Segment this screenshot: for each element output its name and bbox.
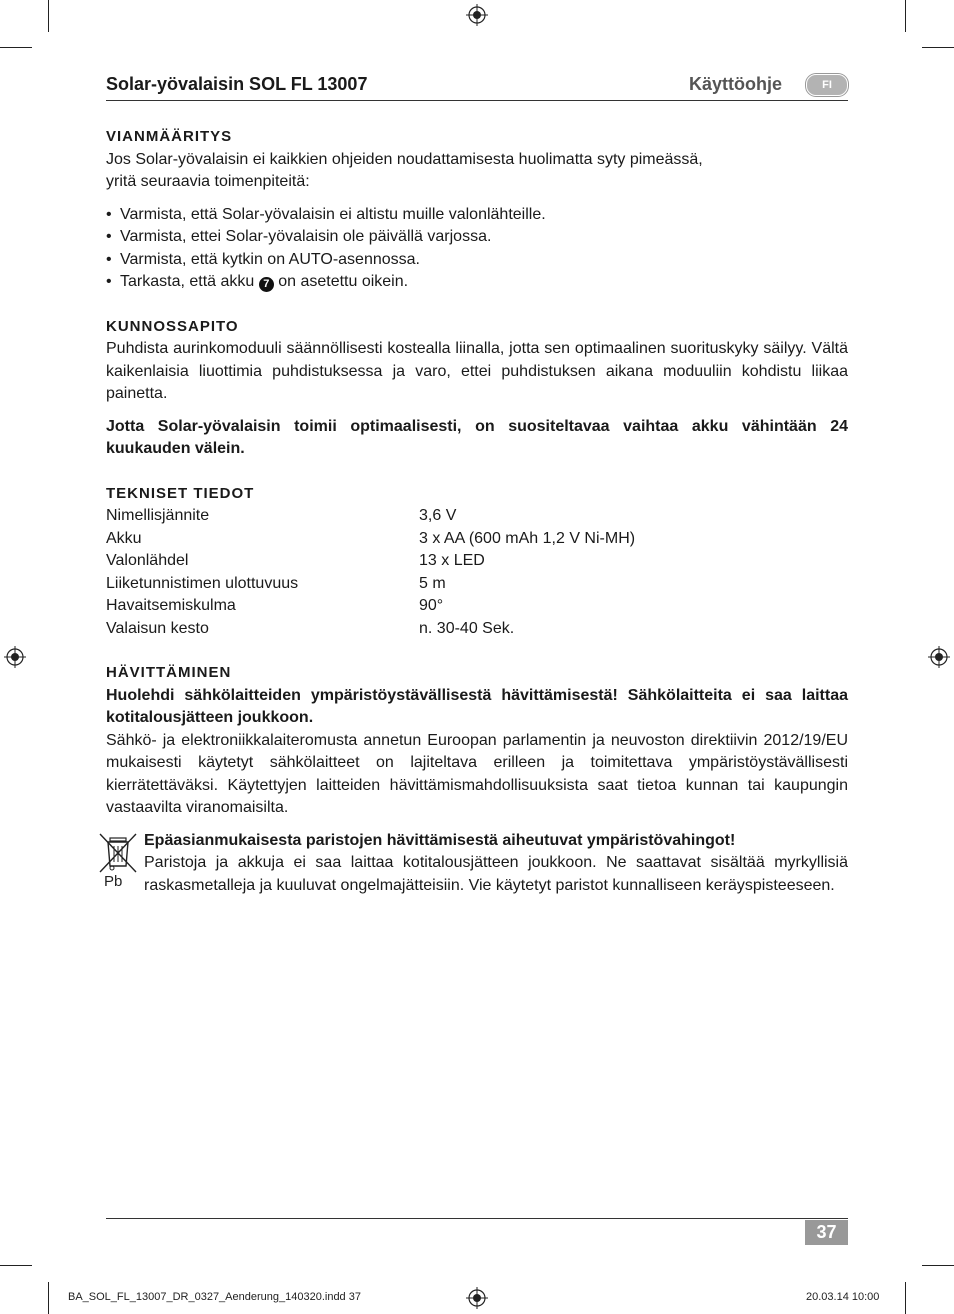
battery-disposal-block: [106, 830, 848, 898]
list-item: [106, 271, 848, 294]
language-badge: FI: [806, 74, 848, 96]
crop-mark: [905, 0, 906, 32]
page-number: 37: [805, 1220, 848, 1245]
section-title: Käyttöohje: [688, 74, 782, 94]
crop-mark: [922, 1265, 954, 1266]
registration-mark-icon: [928, 646, 950, 668]
page-header: [106, 74, 848, 101]
spec-label: Havaitsemiskulma: [106, 597, 236, 614]
slug-date: 20.03.14 10:00: [806, 1291, 880, 1303]
spec-value: 13 x LED: [419, 552, 485, 569]
maintenance-text: Puhdista aurinkomoduuli säännöllisesti kostealla liinalla, jotta sen optimaalinen suorituskyky säilyy. Vältä kaikenlaisia liuottimia puhdistuksessa ja varo, ettei puhdistuksen aikana moduuliin kohdistu liikaa painetta.: [106, 340, 848, 402]
list-item-text: on asetettu oikein.: [278, 273, 409, 290]
table-row: [106, 595, 635, 618]
registration-mark-icon: [466, 4, 488, 26]
spec-value: 5 m: [419, 574, 446, 592]
disposal-warning: Huolehdi sähkölaitteiden ympäristöystävällisestä hävittämisestä! Sähkölaitteita ei saa laittaa kotitalousjätteen joukkoon.: [106, 686, 848, 726]
battery-text: Paristoja ja akkuja ei saa laittaa kotitalousjätteen joukkoon. Ne saattavat sisältää myrkyllisiä raskasmetalleja ja kuuluvat ongelmajätteisiin. Vie käytetyt paristot kunnalliseen keräyspisteeseen.: [144, 854, 848, 894]
list-item-text: Tarkasta, että akku: [120, 273, 255, 290]
spec-label: Valaisun kesto: [106, 619, 209, 637]
crop-mark: [0, 47, 32, 48]
list-item: • Varmista, ettei Solar-yövalaisin ole päivällä varjossa.: [106, 226, 848, 249]
spec-value: 3 x AA (600 mAh 1,2 V Ni-MH): [419, 529, 636, 547]
table-row: [106, 505, 635, 528]
maintenance-heading: KUNNOSSAPITO: [106, 317, 239, 335]
main-content: [106, 126, 848, 897]
troubleshooting-heading: VIANMÄÄRITYS: [106, 128, 233, 145]
crop-mark: [922, 47, 954, 48]
spec-label: Akku: [106, 529, 142, 547]
registration-mark-icon: [4, 646, 26, 668]
specs-table: [106, 505, 635, 640]
crop-mark: [905, 1282, 906, 1314]
registration-mark-icon: [466, 1287, 488, 1309]
disposal-text: Sähkö- ja elektroniikkalaiteromusta annetun Euroopan parlamentin ja neuvoston direktiivin 2012/19/EU mukaisesti käytetyt sähkölaitteet on lajiteltava erilleen ja toimitettava ympäristöystävällisesti kierrätettäväksi. Käytettyjen laitteiden hävittämismahdollisuuksista saat tietoa kunnan tai kaupungin vastaavilta viranomaisilta.: [106, 731, 848, 816]
disposal-heading: HÄVITTÄMINEN: [106, 664, 232, 681]
maintenance-note: Jotta Solar-yövalaisin toimii optimaalisesti, on suositeltavaa vaihtaa akku vähintään 24 kuukauden välein.: [106, 417, 848, 457]
spec-value: 3,6 V: [419, 507, 457, 524]
table-row: [106, 550, 635, 573]
table-row: [106, 573, 635, 596]
crop-mark: [48, 1282, 49, 1314]
footer-divider: [106, 1218, 848, 1219]
table-row: [106, 618, 635, 641]
spec-label: Liiketunnistimen ulottuvuus: [106, 574, 299, 592]
slug-filename: BA_SOL_FL_13007_DR_0327_Aenderung_140320.indd 37: [68, 1291, 361, 1303]
crossed-bin-icon: [98, 832, 138, 888]
troubleshooting-intro-line2: yritä seuraavia toimenpiteitä:: [106, 173, 310, 190]
battery-warning: Epäasianmukaisesta paristojen hävittämisestä aiheutuvat ympäristövahingot!: [144, 831, 736, 849]
bin-label: Pb: [104, 872, 123, 888]
troubleshooting-intro-line1: Jos Solar-yövalaisin ei kaikkien ohjeiden noudattamisesta huolimatta syty pimeässä,: [106, 150, 703, 168]
spec-label: Valonlähdel: [106, 552, 189, 569]
troubleshooting-list: [106, 204, 848, 294]
list-item: • Varmista, että Solar-yövalaisin ei altistu muille valonlähteille.: [106, 204, 848, 227]
crop-mark: [48, 0, 49, 32]
crop-mark: [0, 1265, 32, 1266]
spec-label: Nimellisjännite: [106, 507, 210, 524]
table-row: [106, 528, 635, 551]
spec-value: 90°: [419, 597, 444, 614]
part-number-badge: 7: [259, 277, 274, 292]
page-title: Solar-yövalaisin SOL FL 13007: [106, 74, 368, 94]
list-item: • Varmista, että kytkin on AUTO-asennossa.: [106, 249, 848, 272]
specs-heading: TEKNISET TIEDOT: [106, 484, 255, 502]
spec-value: n. 30-40 Sek.: [419, 619, 515, 637]
